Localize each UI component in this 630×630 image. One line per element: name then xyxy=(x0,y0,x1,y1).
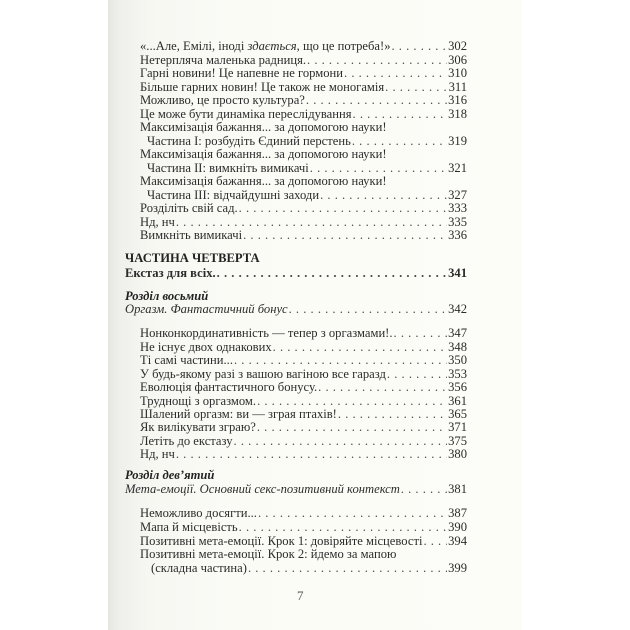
leader-dots xyxy=(423,534,447,548)
leader-dots xyxy=(307,53,447,67)
toc-entry xyxy=(140,228,467,242)
toc-entry-line1: Максимізація бажання... за допомогою науки! xyxy=(140,174,387,188)
leader-dots xyxy=(338,407,447,421)
toc-entry xyxy=(151,561,467,575)
toc-entry-title: Більше гарних новин! Це також не моногамія xyxy=(140,80,385,94)
leader-dots xyxy=(385,80,447,94)
leader-dots xyxy=(344,66,447,80)
toc-entry-title: Нд, нч xyxy=(140,447,175,461)
toc-entry-title: Не існує двох однакових xyxy=(140,340,272,354)
toc-entry-page: 381 xyxy=(448,482,467,496)
leader-dots xyxy=(234,353,447,367)
toc-entry xyxy=(140,447,467,461)
toc-entry-title: Це може бути динаміка переслідування xyxy=(140,107,352,121)
toc-entry xyxy=(140,107,467,121)
leader-dots xyxy=(353,107,448,121)
toc-entry-title: Розділіть свій сад. xyxy=(140,201,238,215)
toc-entry xyxy=(147,134,467,148)
toc-entry-title: Екстаз для всіх. xyxy=(125,266,216,280)
toc-entry-page: 335 xyxy=(448,215,467,229)
toc-entry-title: Нонконкординативність — тепер з оргазмами!. xyxy=(140,326,393,340)
toc-entry-page: 365 xyxy=(448,407,467,421)
leader-dots xyxy=(352,134,447,148)
leader-dots xyxy=(273,340,447,354)
toc-entry-title: Еволюція фантастичного бонусу. xyxy=(140,380,318,394)
toc-entry-title-pre: «...Але, Емілі, іноді xyxy=(140,39,248,53)
leader-dots xyxy=(394,326,448,340)
toc-entry-title: Нетерпляча маленька радниця. xyxy=(140,53,307,67)
part-heading: ЧАСТИНА ЧЕТВЕРТА xyxy=(125,251,260,265)
toc-entry xyxy=(140,201,467,215)
toc-entry-page: 302 xyxy=(448,39,467,53)
toc-entry-page: 333 xyxy=(448,201,467,215)
toc-entry xyxy=(140,66,467,80)
toc-entry xyxy=(140,367,467,381)
toc-entry xyxy=(140,420,467,434)
book-page xyxy=(108,0,522,630)
leader-dots xyxy=(392,39,448,53)
toc-entry-title: Частина I: розбудіть Єдиний перстень xyxy=(147,134,351,148)
leader-dots xyxy=(318,380,447,394)
toc-entry-page: 350 xyxy=(448,353,467,367)
toc-entry-page: 347 xyxy=(448,326,467,340)
toc-entry-title: Нд, нч xyxy=(140,215,175,229)
leader-dots xyxy=(176,447,447,461)
toc-entry-page: 394 xyxy=(448,534,467,548)
toc-entry-title: Можливо, це просто культура? xyxy=(140,93,305,107)
toc-entry-page: 342 xyxy=(448,302,467,316)
toc-entry-page: 390 xyxy=(448,520,467,534)
toc-entry-page: 318 xyxy=(448,107,467,121)
toc-entry xyxy=(140,215,467,229)
toc-entry xyxy=(140,434,467,448)
toc-entry-page: 375 xyxy=(448,434,467,448)
leader-dots xyxy=(239,520,447,534)
leader-dots xyxy=(217,266,447,280)
toc-entry-title: Вимкніть вимикачі xyxy=(140,228,243,242)
toc-entry xyxy=(140,520,467,534)
leader-dots xyxy=(243,228,447,242)
chapter-label: Розділ восьмий xyxy=(125,289,209,303)
toc-entry-page: 306 xyxy=(448,53,467,67)
toc-entry xyxy=(147,161,467,175)
toc-entry xyxy=(140,39,467,53)
toc-entry-page: 356 xyxy=(448,380,467,394)
leader-dots xyxy=(239,201,447,215)
toc-entry-page: 353 xyxy=(448,367,467,381)
toc-entry-title: Позитивні мета-емоції. Крок 1: довіряйте місцевості xyxy=(140,534,423,548)
toc-entry-title-post: , що це потреба!» xyxy=(296,39,391,53)
toc-entry-title: Труднощі з оргазмом. xyxy=(140,394,257,408)
toc-entry-title-emphasis: здається xyxy=(247,39,297,53)
toc-entry-page: 361 xyxy=(448,394,467,408)
toc-entry-page: 336 xyxy=(448,228,467,242)
leader-dots xyxy=(401,482,447,496)
leader-dots xyxy=(234,434,448,448)
toc-entry-chapter xyxy=(125,302,467,316)
toc-entry-page: 341 xyxy=(448,266,467,280)
leader-dots xyxy=(257,420,447,434)
toc-entry xyxy=(140,53,467,67)
toc-entry-line1: Позитивні мета-емоції. Крок 2: йдемо за мапою xyxy=(140,547,397,561)
toc-entry-page: 387 xyxy=(448,506,467,520)
toc-entry-page: 399 xyxy=(448,561,467,575)
toc-entry-title: Гарні новини! Це напевне не гормони xyxy=(140,66,344,80)
toc-entry-line1: Максимізація бажання... за допомогою науки! xyxy=(140,147,387,161)
toc-entry-title: Як вилікувати зграю? xyxy=(140,420,256,434)
toc-entry-line1: Максимізація бажання... за допомогою науки! xyxy=(140,120,387,134)
leader-dots xyxy=(258,506,447,520)
toc-entry-part xyxy=(125,266,467,280)
leader-dots xyxy=(310,161,447,175)
leader-dots xyxy=(306,93,447,107)
leader-dots xyxy=(248,561,447,575)
toc-entry-title: Оргазм. Фантастичний бонус xyxy=(125,302,288,316)
toc-entry xyxy=(140,80,467,94)
toc-entry xyxy=(140,506,467,520)
toc-entry-chapter xyxy=(125,482,467,496)
toc-entry xyxy=(147,188,467,202)
leader-dots xyxy=(257,394,447,408)
toc-entry-title: (складна частина) xyxy=(151,561,247,575)
toc-entry-page: 380 xyxy=(448,447,467,461)
toc-entry-title: Неможливо досягти... xyxy=(140,506,257,520)
toc-entry-title: Частина II: вимкніть вимикачі xyxy=(147,161,309,175)
toc-entry xyxy=(140,326,467,340)
toc-entry xyxy=(140,340,467,354)
toc-entry-title: Мапа й місцевість xyxy=(140,520,238,534)
toc-entry-page: 316 xyxy=(448,93,467,107)
leader-dots xyxy=(320,188,447,202)
toc-entry-page: 310 xyxy=(448,66,467,80)
leader-dots xyxy=(176,215,447,229)
toc-entry-page: 348 xyxy=(448,340,467,354)
toc-entry-page: 311 xyxy=(448,80,467,94)
toc-entry-page: 327 xyxy=(448,188,467,202)
leader-dots xyxy=(289,302,447,316)
toc-entry xyxy=(140,394,467,408)
page-number: 7 xyxy=(297,588,304,603)
toc-entry-page: 319 xyxy=(448,134,467,148)
toc-entry-title: Летіть до екстазу xyxy=(140,434,233,448)
toc-entry-title: Ті самі частини... xyxy=(140,353,233,367)
toc-entry-page: 321 xyxy=(448,161,467,175)
toc-entry-page: 371 xyxy=(448,420,467,434)
toc-entry xyxy=(140,93,467,107)
toc-entry xyxy=(140,407,467,421)
chapter-label: Розділ дев’ятий xyxy=(125,468,215,482)
toc-entry xyxy=(140,353,467,367)
toc-entry xyxy=(140,534,467,548)
toc-entry-title: Шалений оргазм: ви — зграя птахів! xyxy=(140,407,337,421)
toc-entry-title: У будь-якому разі з вашою вагіною все гаразд xyxy=(140,367,386,381)
leader-dots xyxy=(387,367,447,381)
toc-entry xyxy=(140,380,467,394)
toc-entry-title: Мета-емоції. Основний секс-позитивний контекст xyxy=(125,482,400,496)
toc-entry-title: Частина III: відчайдушні заходи xyxy=(147,188,320,202)
